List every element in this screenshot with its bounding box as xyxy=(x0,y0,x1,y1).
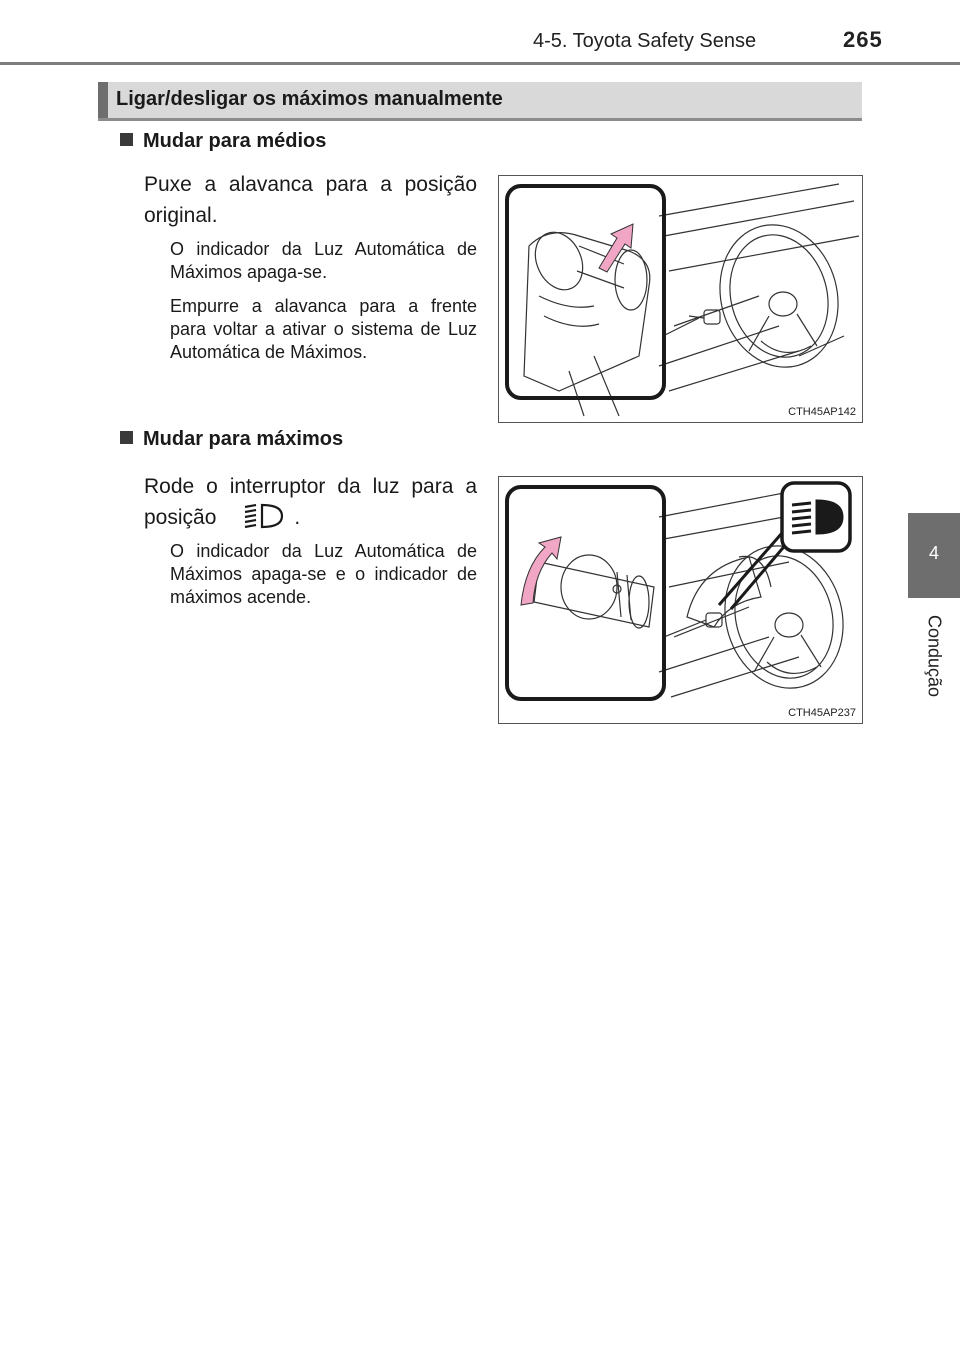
header-section-title: 4-5. Toyota Safety Sense xyxy=(533,30,757,52)
header-rule xyxy=(0,62,960,65)
chapter-number: 4 xyxy=(928,543,939,563)
section-title-bar xyxy=(98,82,862,121)
chapter-tab xyxy=(908,513,960,598)
section-title: Ligar/desligar os máximos manualmente xyxy=(116,88,503,110)
square-bullet-icon xyxy=(120,431,133,444)
chapter-label-box xyxy=(908,598,960,738)
subheading-low-beam xyxy=(120,130,326,153)
instruction-high-beam xyxy=(144,471,477,533)
figure-switch-rotate xyxy=(498,476,863,724)
switch-rotate-illustration xyxy=(499,477,862,723)
instruction-high-beam-text: Rode o interruptor da luz para a posição xyxy=(144,475,477,529)
note-high-beam-1: O indicador da Luz Automática de Máximos apaga-se e o indicador de máximos acende. xyxy=(170,541,477,607)
page-number: 265 xyxy=(843,27,883,52)
note-low-beam-2: Empurre a alavanca para a frente para voltar a ativar o sistema de Luz Automática de Máximos. xyxy=(170,296,477,362)
high-beam-icon xyxy=(242,502,286,530)
figure-code: CTH45AP237 xyxy=(788,707,856,719)
square-bullet-icon xyxy=(120,133,133,146)
instruction-high-beam-end: . xyxy=(294,506,301,529)
figure-lever-pull xyxy=(498,175,863,423)
instruction-low-beam: Puxe a alavanca para a posição original. xyxy=(144,173,477,227)
subheading-low-beam-text: Mudar para médios xyxy=(143,130,327,152)
subheading-high-beam xyxy=(120,428,343,451)
subheading-high-beam-text: Mudar para máximos xyxy=(143,428,344,450)
figure-code: CTH45AP142 xyxy=(788,406,856,418)
lever-pull-illustration xyxy=(499,176,862,422)
chapter-label: Condução xyxy=(924,614,945,698)
note-low-beam-1: O indicador da Luz Automática de Máximos apaga-se. xyxy=(170,239,477,282)
